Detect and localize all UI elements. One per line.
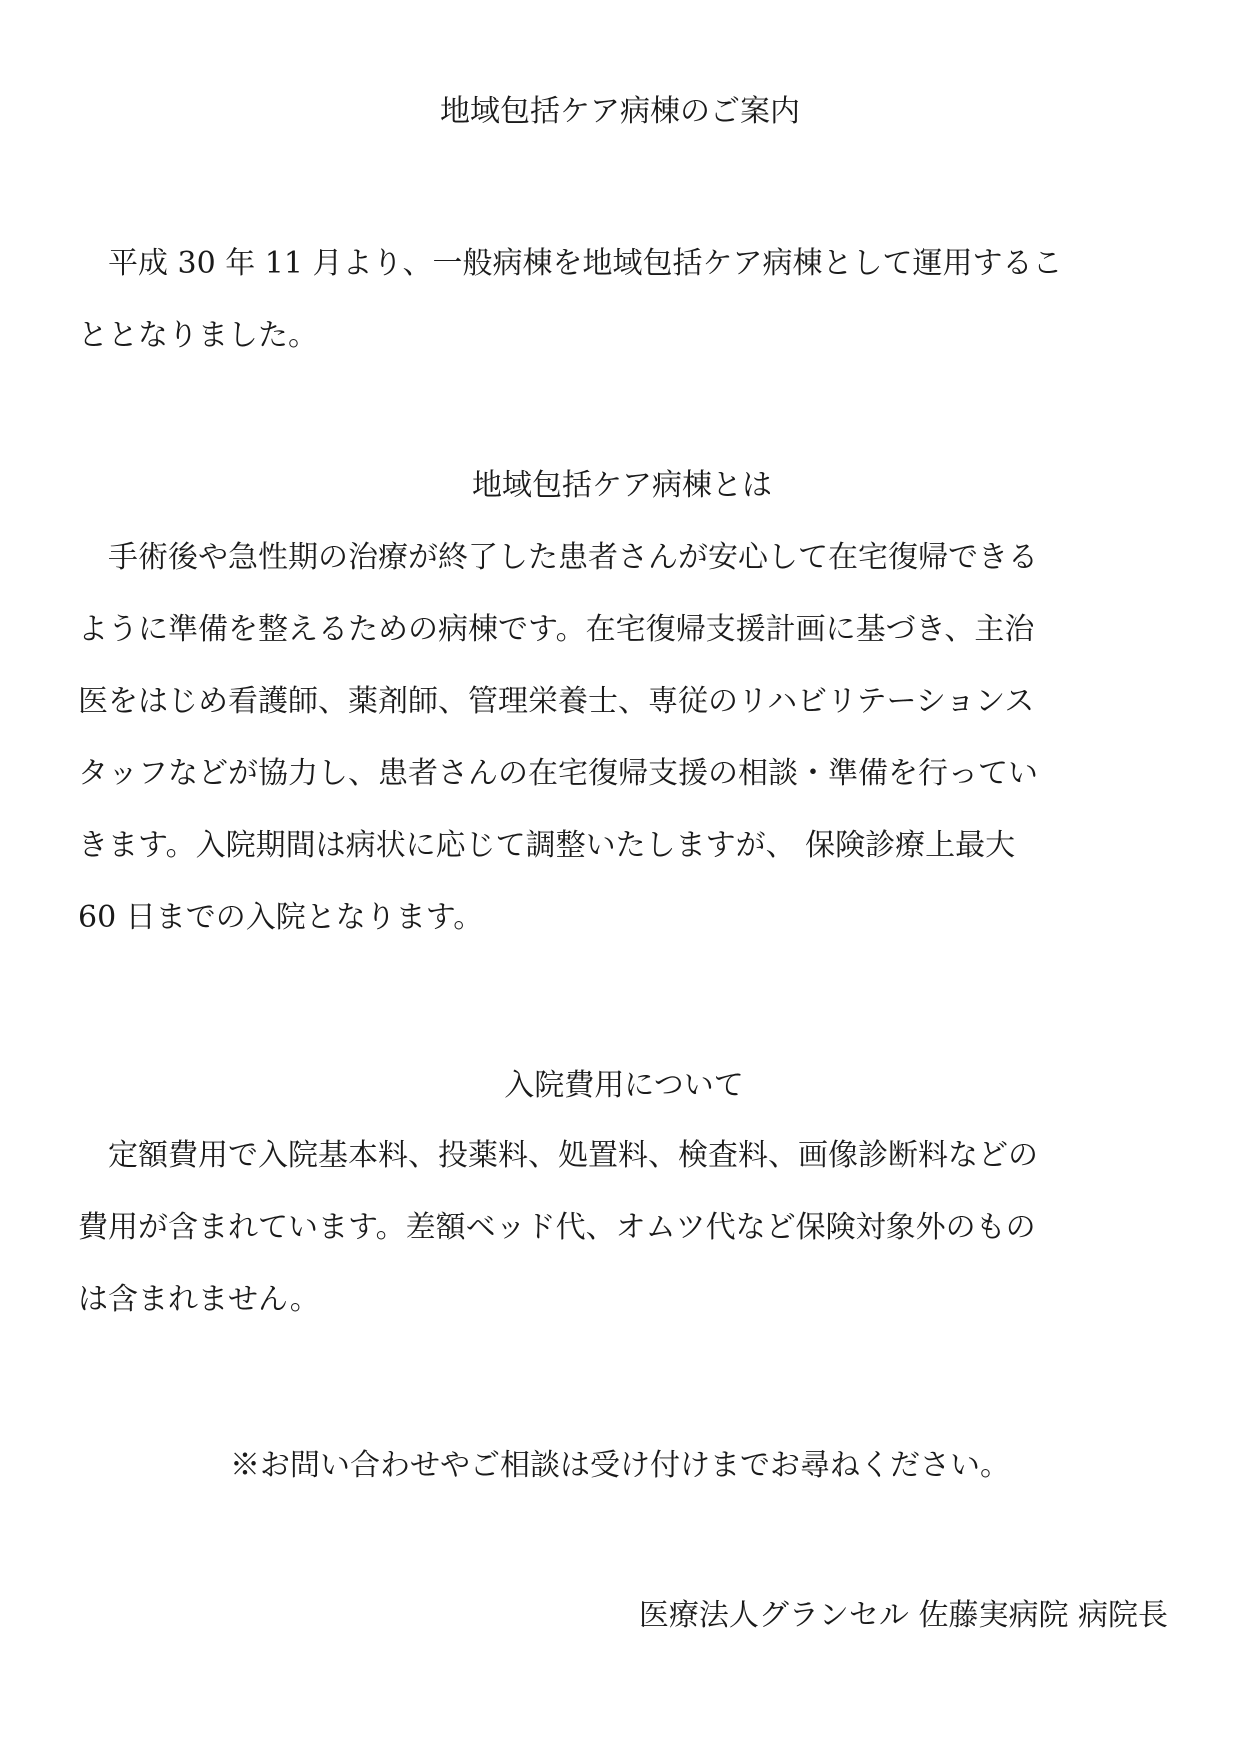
intro-line: ととなりました。 [78, 318, 318, 353]
intro-line: 平成 30 年 11 月より、一般病棟を地域包括ケア病棟として運用するこ [78, 246, 1063, 281]
section1-paragraph [78, 522, 1158, 954]
inquiry-notice: ※お問い合わせやご相談は受け付けまでお尋ねください。 [230, 1448, 1010, 1483]
section1-heading: 地域包括ケア病棟とは [472, 468, 772, 503]
section1-line: きます。入院期間は病状に応じて調整いたしますが、 保険診療上最大 [78, 828, 1016, 863]
section1-line: ように準備を整えるための病棟です。在宅復帰支援計画に基づき、主治 [78, 612, 1035, 647]
section1-line: 60 日までの入院となります。 [78, 900, 484, 935]
section2-paragraph [78, 1120, 1158, 1336]
intro-paragraph [78, 228, 1158, 372]
section2-line: 費用が含まれています。差額ベッド代、オムツ代など保険対象外のもの [78, 1210, 1036, 1245]
section1-line: タッフなどが協力し、患者さんの在宅復帰支援の相談・準備を行ってい [78, 756, 1038, 791]
section2-heading: 入院費用について [504, 1068, 744, 1103]
document-title: 地域包括ケア病棟のご案内 [440, 94, 800, 129]
section1-line: 手術後や急性期の治療が終了した患者さんが安心して在宅復帰できる [78, 540, 1038, 575]
section2-line: は含まれません。 [78, 1282, 320, 1317]
signature: 医療法人グランセル 佐藤実病院 病院長 [638, 1598, 1168, 1633]
section2-line: 定額費用で入院基本料、投薬料、処置料、検査料、画像診断料などの [78, 1138, 1038, 1173]
section1-line: 医をはじめ看護師、薬剤師、管理栄養士、専従のリハビリテーションス [78, 684, 1035, 719]
